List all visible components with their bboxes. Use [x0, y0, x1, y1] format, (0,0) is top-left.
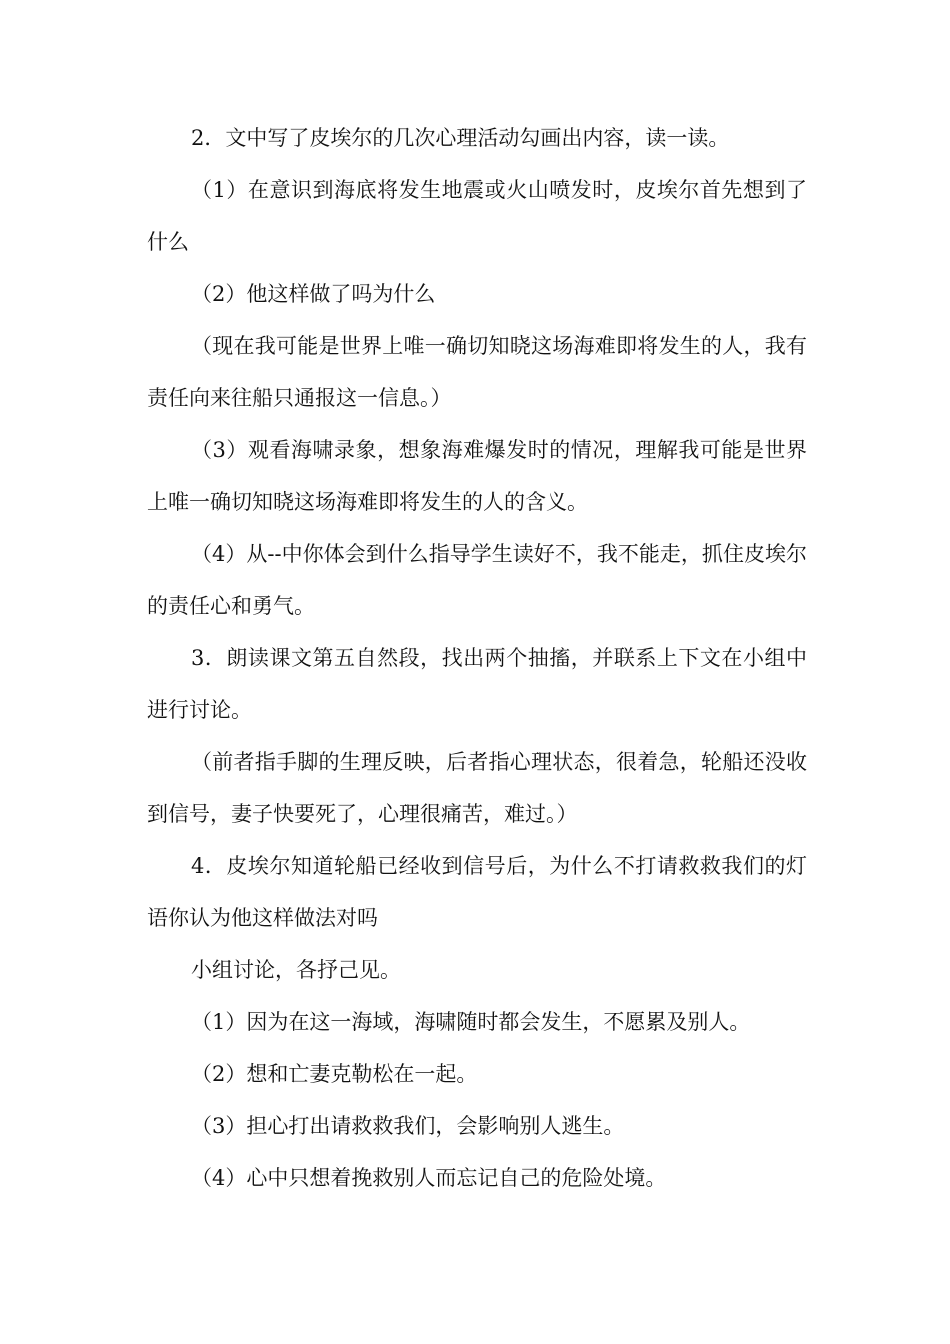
paragraph-sub-3: （3）观看海啸录象，想象海难爆发时的情况，理解我可能是世界上唯一确切知晓这场海难即将发生的人的含义。: [147, 438, 807, 514]
paragraph-reason-4: （4）心中只想着挽救别人而忘记自己的危险处境。: [191, 1166, 667, 1190]
document-body: [147, 112, 807, 1204]
paragraph-discussion: 小组讨论，各抒己见。: [191, 958, 401, 982]
paragraph-sub-1: （1）在意识到海底将发生地震或火山喷发时，皮埃尔首先想到了什么: [147, 178, 807, 254]
paragraph-answer-3: （前者指手脚的生理反映，后者指心理状态，很着急，轮船还没收到信号，妻子快要死了，心理很痛苦，难过。）: [147, 750, 807, 826]
paragraph-reason-1: （1）因为在这一海域，海啸随时都会发生，不愿累及别人。: [191, 1010, 751, 1034]
paragraph-answer-2: （现在我可能是世界上唯一确切知晓这场海难即将发生的人，我有责任向来往船只通报这一信息。）: [147, 334, 807, 410]
paragraph-reason-3: （3）担心打出请救救我们，会影响别人逃生。: [191, 1114, 625, 1138]
paragraph-reason-2: （2）想和亡妻克勒松在一起。: [191, 1062, 478, 1086]
paragraph-sub-4: （4）从--中你体会到什么指导学生读好不，我不能走，抓住皮埃尔的责任心和勇气。: [147, 542, 807, 618]
paragraph-sub-2: （2）他这样做了吗为什么: [191, 282, 436, 306]
paragraph-question-2: 2．文中写了皮埃尔的几次心理活动勾画出内容，读一读。: [191, 126, 730, 150]
paragraph-question-4: 4．皮埃尔知道轮船已经收到信号后，为什么不打请救救我们的灯语你认为他这样做法对吗: [147, 854, 807, 930]
paragraph-question-3: 3．朗读课文第五自然段，找出两个抽搐，并联系上下文在小组中进行讨论。: [147, 646, 807, 722]
